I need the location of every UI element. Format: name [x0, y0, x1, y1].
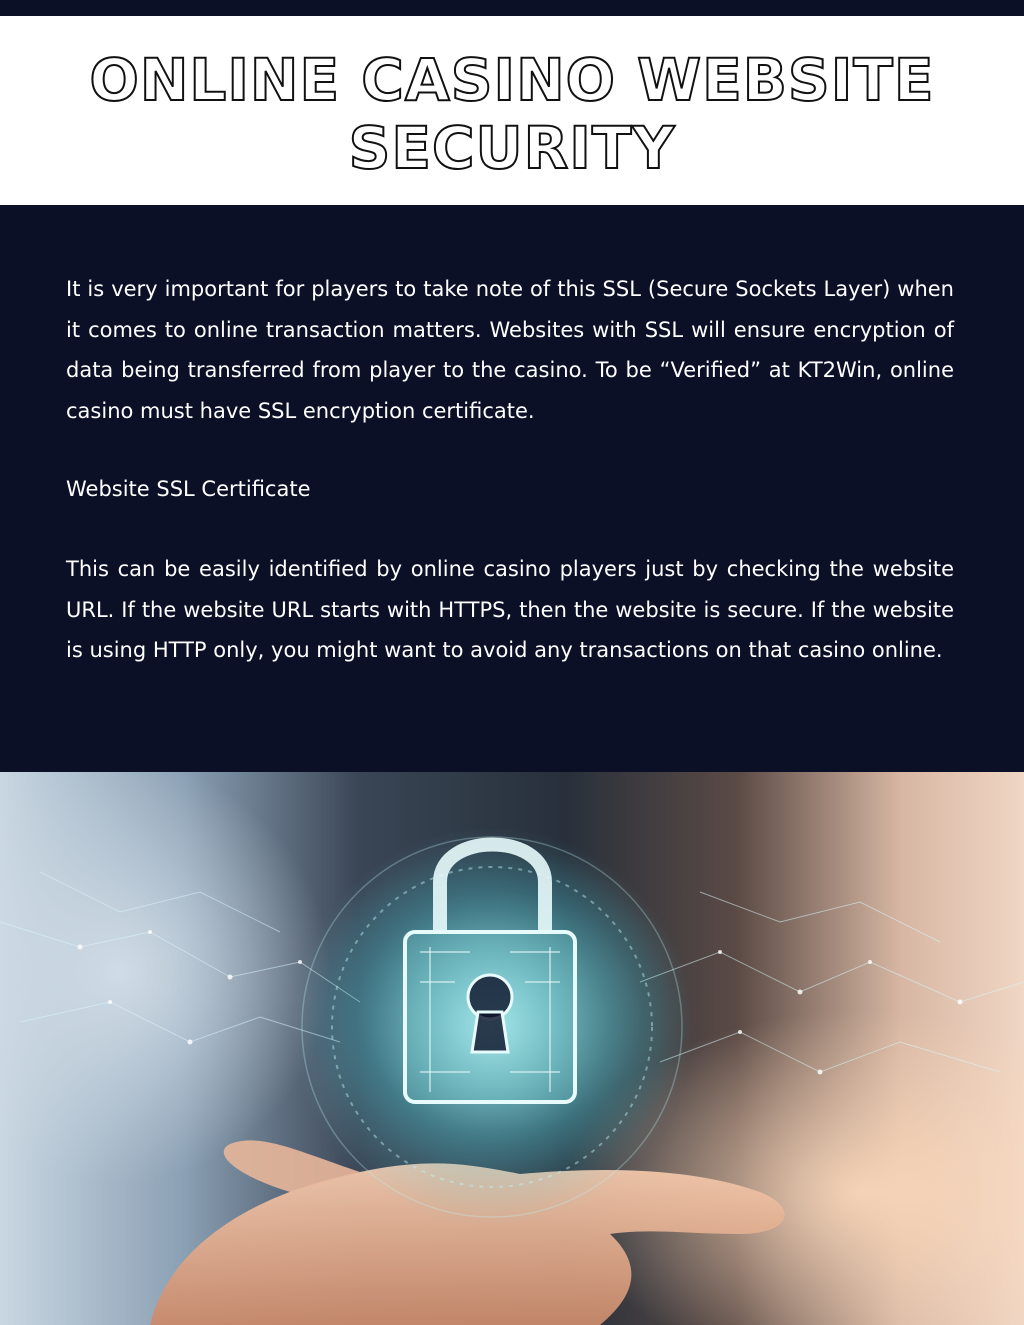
page-title: ONLINE CASINO WEBSITE SECURITY: [89, 46, 935, 182]
https-paragraph: This can be easily identified by online casino players just by checking the website URL. If the website URL starts with HTTPS, then the website is secure. If the website is using HTTP only, you might want to avoid any transactions on that casino online.: [66, 557, 954, 662]
section-subheading: Website SSL Certificate: [66, 477, 311, 501]
intro-paragraph: It is very important for players to take note of this SSL (Secure Sockets Layer) when it comes to online transaction matters. Websites with SSL will ensure encryption of data being transferred from player to the casino. To be “Verified” at KT2Win, online casino must have SSL encryption certificate.: [66, 277, 954, 423]
title-banner: [0, 16, 1024, 205]
padlock-hologram-illustration: [0, 772, 1024, 1325]
article-body: [0, 205, 1024, 772]
top-band: [0, 0, 1024, 16]
padlock-hand-photo: [0, 772, 1024, 1325]
